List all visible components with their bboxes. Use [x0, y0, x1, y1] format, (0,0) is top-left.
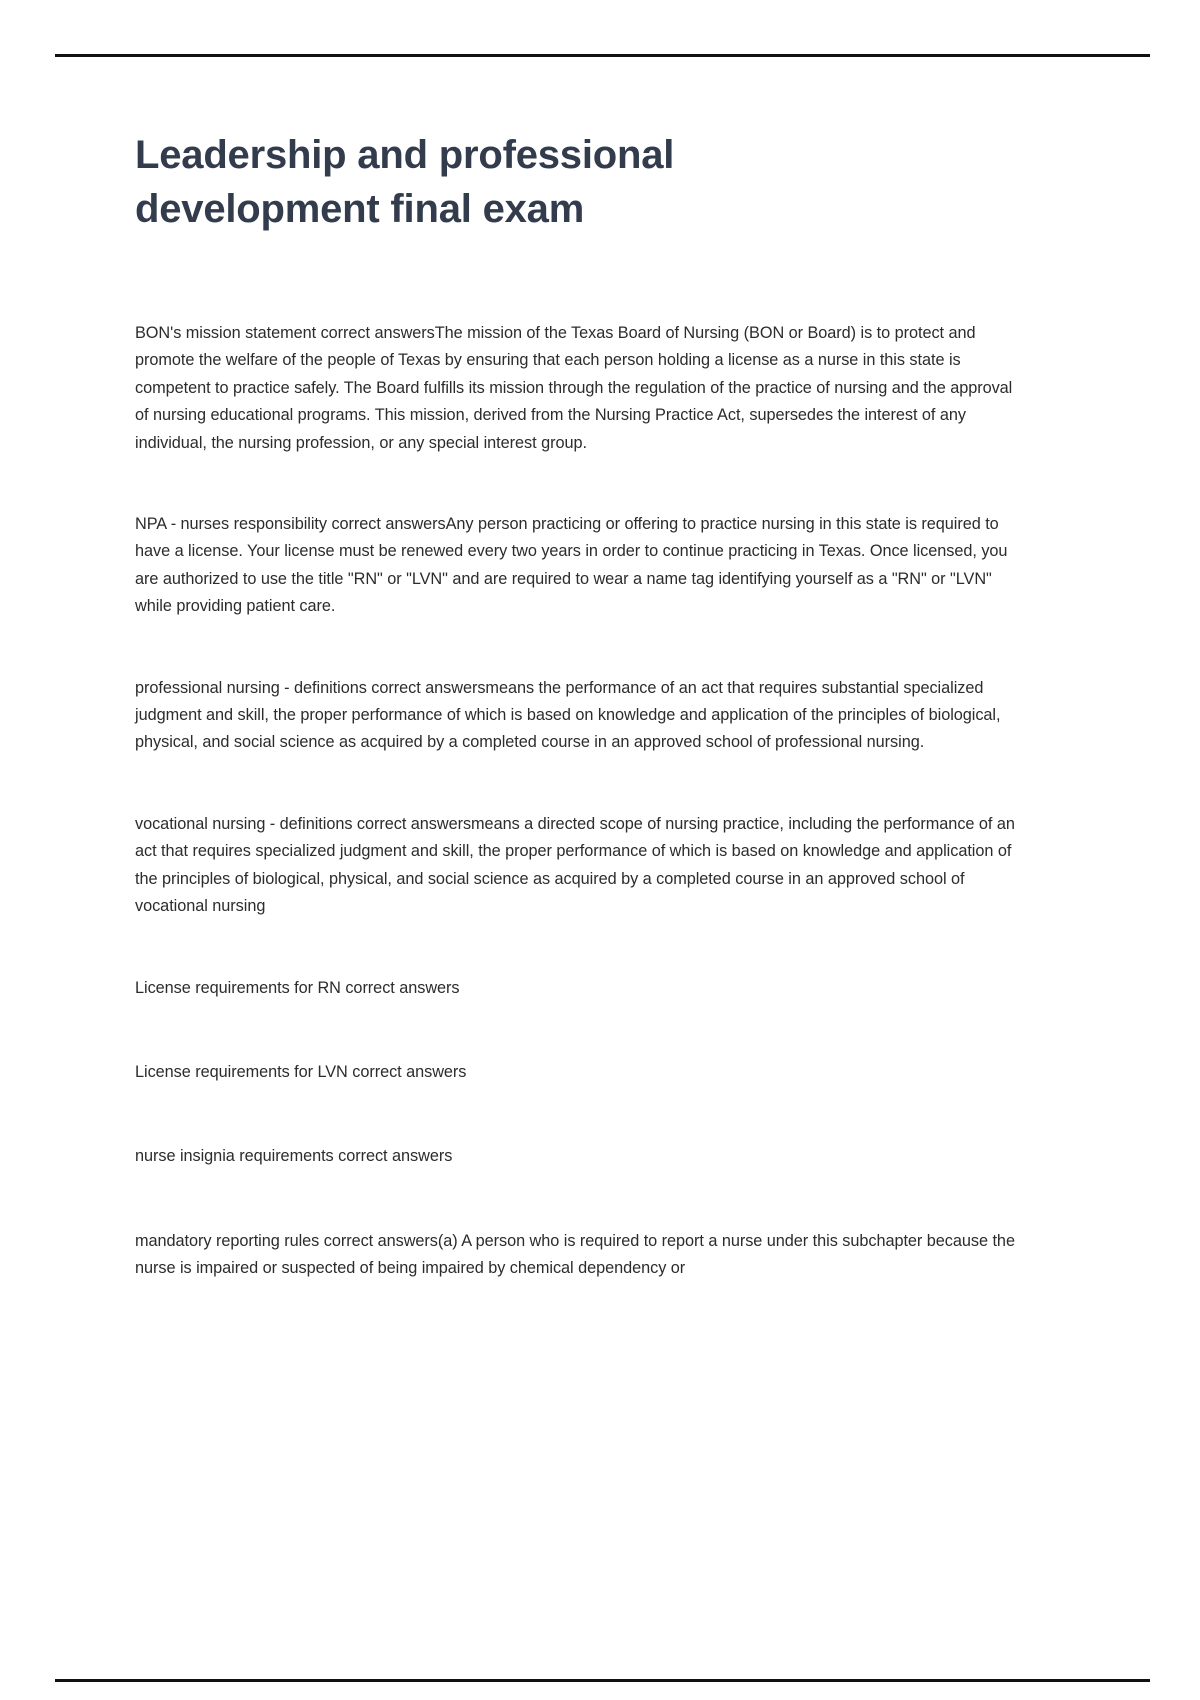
paragraph-license-requirements-rn: License requirements for RN correct answers: [135, 978, 460, 997]
paragraph-professional-nursing-definitions: professional nursing - definitions correct answersmeans the performance of an act that requires substantial specialized judgment and skill, the proper performance of which is based on knowledge and application of the principles of biological, physical, and social science as acquired by a completed course in an approved school of professional nursing.: [135, 678, 1001, 752]
document-body: [135, 320, 1015, 1283]
paragraph-vocational-nursing-definitions: vocational nursing - definitions correct answersmeans a directed scope of nursing practice, including the performance of an act that requires specialized judgment and skill, the proper performance of which is based on knowledge and application of the principles of biological, physical, and social science as acquired by a completed course in an approved school of vocational nursing: [135, 814, 1015, 916]
page-top-divider: [55, 54, 1150, 57]
page-bottom-divider: [55, 1679, 1150, 1682]
page-title: Leadership and professional development final exam: [135, 133, 675, 231]
paragraph-mandatory-reporting-rules: mandatory reporting rules correct answers(a) A person who is required to report a nurse under this subchapter because the nurse is impaired or suspected of being impaired by chemical dependency or: [135, 1231, 1015, 1278]
paragraph-license-requirements-lvn: License requirements for LVN correct answers: [135, 1062, 467, 1081]
paragraph-npa-nurses-responsibility: NPA - nurses responsibility correct answersAny person practicing or offering to practice nursing in this state is required to have a license. Your license must be renewed every two years in order to continue practicing in Texas. Once licensed, you are authorized to use the title "RN" or "LVN" and are required to wear a name tag identifying yourself as a "RN" or "LVN" while providing patient care.: [135, 515, 1008, 616]
paragraph-bon-mission-statement: BON's mission statement correct answersThe mission of the Texas Board of Nursing (BON or Board) is to protect and promote the welfare of the people of Texas by ensuring that each person holding a license as a nurse in this state is competent to practice safely. The Board fulfills its mission through the regulation of the practice of nursing and the approval of nursing educational programs. This mission, derived from the Nursing Practice Act, supersedes the interest of any individual, the nursing profession, or any special interest group.: [135, 324, 1013, 452]
document-content: [135, 128, 1015, 1283]
paragraph-nurse-insignia-requirements: nurse insignia requirements correct answers: [135, 1147, 453, 1166]
